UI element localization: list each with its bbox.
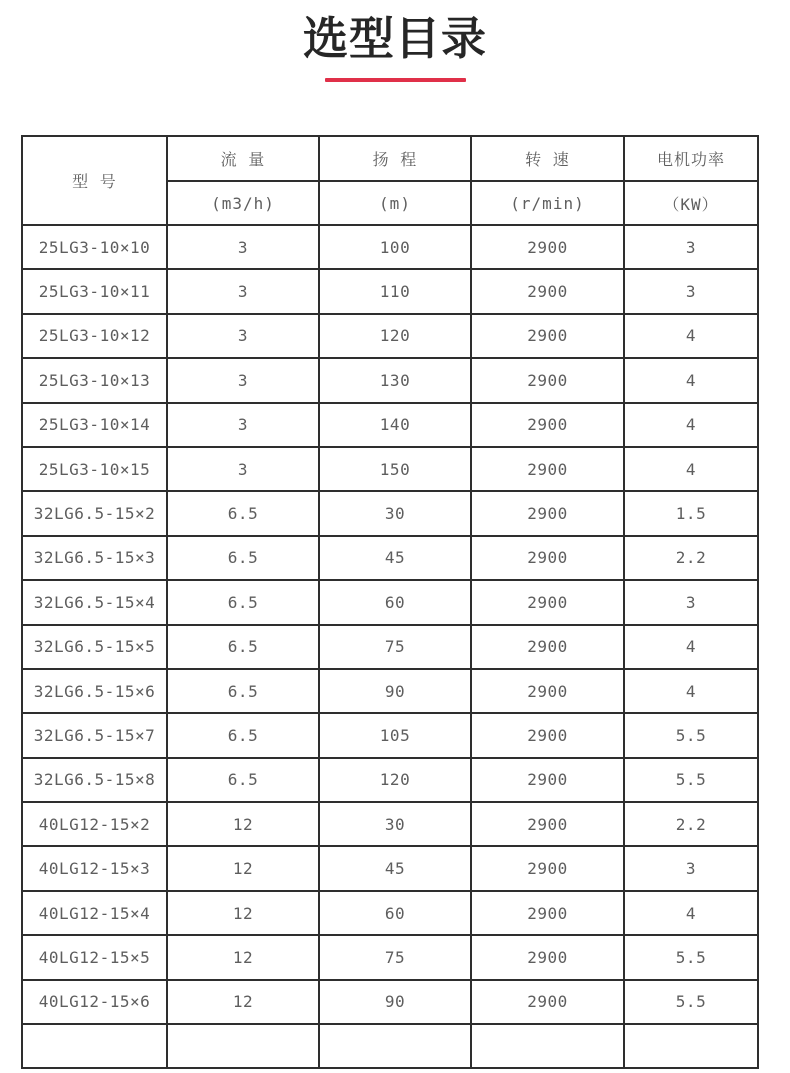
speed-cell: 2900	[471, 536, 624, 580]
flow-cell: 6.5	[167, 491, 319, 535]
power-cell: 4	[624, 314, 758, 358]
header-speed-unit: (r/min)	[471, 181, 624, 225]
model-cell: 25LG3-10×14	[22, 403, 167, 447]
head-cell: 100	[319, 225, 471, 269]
power-cell: 4	[624, 358, 758, 402]
speed-cell: 2900	[471, 891, 624, 935]
flow-cell: 6.5	[167, 580, 319, 624]
speed-cell: 2900	[471, 269, 624, 313]
speed-cell: 2900	[471, 802, 624, 846]
head-cell: 140	[319, 403, 471, 447]
table-row	[22, 403, 758, 447]
head-cell: 110	[319, 269, 471, 313]
table-row-partial	[22, 1024, 758, 1068]
model-cell: 25LG3-10×13	[22, 358, 167, 402]
head-cell: 120	[319, 758, 471, 802]
table-row	[22, 802, 758, 846]
power-cell: 4	[624, 447, 758, 491]
table-row	[22, 491, 758, 535]
flow-cell: 3	[167, 403, 319, 447]
power-cell: 4	[624, 891, 758, 935]
header-model: 型 号	[22, 136, 167, 225]
head-cell: 75	[319, 625, 471, 669]
flow-cell: 3	[167, 358, 319, 402]
empty-cell	[624, 1024, 758, 1068]
power-cell: 5.5	[624, 713, 758, 757]
table-row	[22, 935, 758, 979]
head-cell: 120	[319, 314, 471, 358]
speed-cell: 2900	[471, 447, 624, 491]
speed-cell: 2900	[471, 314, 624, 358]
empty-cell	[167, 1024, 319, 1068]
header-flow: 流 量	[167, 136, 319, 181]
model-cell: 40LG12-15×4	[22, 891, 167, 935]
flow-cell: 6.5	[167, 536, 319, 580]
power-cell: 2.2	[624, 802, 758, 846]
head-cell: 45	[319, 536, 471, 580]
model-cell: 25LG3-10×12	[22, 314, 167, 358]
header-speed: 转 速	[471, 136, 624, 181]
model-cell: 40LG12-15×6	[22, 980, 167, 1024]
table-row	[22, 225, 758, 269]
power-cell: 3	[624, 225, 758, 269]
table-row	[22, 625, 758, 669]
model-cell: 32LG6.5-15×8	[22, 758, 167, 802]
speed-cell: 2900	[471, 625, 624, 669]
flow-cell: 6.5	[167, 713, 319, 757]
speed-cell: 2900	[471, 358, 624, 402]
power-cell: 4	[624, 403, 758, 447]
model-cell: 25LG3-10×11	[22, 269, 167, 313]
head-cell: 150	[319, 447, 471, 491]
model-cell: 25LG3-10×10	[22, 225, 167, 269]
flow-cell: 3	[167, 447, 319, 491]
power-cell: 5.5	[624, 758, 758, 802]
speed-cell: 2900	[471, 225, 624, 269]
speed-cell: 2900	[471, 669, 624, 713]
power-cell: 5.5	[624, 980, 758, 1024]
speed-cell: 2900	[471, 758, 624, 802]
header-flow-unit: (m3/h)	[167, 181, 319, 225]
table-row	[22, 669, 758, 713]
flow-cell: 12	[167, 980, 319, 1024]
table-row	[22, 314, 758, 358]
table-row	[22, 846, 758, 890]
table-body	[22, 225, 758, 1068]
speed-cell: 2900	[471, 403, 624, 447]
flow-cell: 3	[167, 225, 319, 269]
model-cell: 32LG6.5-15×7	[22, 713, 167, 757]
table-header	[22, 136, 758, 225]
power-cell: 3	[624, 580, 758, 624]
flow-cell: 12	[167, 846, 319, 890]
head-cell: 105	[319, 713, 471, 757]
power-cell: 3	[624, 846, 758, 890]
speed-cell: 2900	[471, 713, 624, 757]
selection-catalog-table	[21, 135, 759, 1069]
model-cell: 40LG12-15×5	[22, 935, 167, 979]
header-power-unit: （KW）	[624, 181, 758, 225]
empty-cell	[319, 1024, 471, 1068]
table-row	[22, 447, 758, 491]
header-row-labels	[22, 136, 758, 181]
head-cell: 60	[319, 580, 471, 624]
flow-cell: 12	[167, 802, 319, 846]
head-cell: 75	[319, 935, 471, 979]
flow-cell: 6.5	[167, 669, 319, 713]
head-cell: 30	[319, 802, 471, 846]
table-row	[22, 358, 758, 402]
header-head: 扬 程	[319, 136, 471, 181]
table-row	[22, 580, 758, 624]
model-cell: 40LG12-15×3	[22, 846, 167, 890]
flow-cell: 3	[167, 269, 319, 313]
speed-cell: 2900	[471, 846, 624, 890]
header-head-unit: (m)	[319, 181, 471, 225]
speed-cell: 2900	[471, 491, 624, 535]
head-cell: 90	[319, 669, 471, 713]
speed-cell: 2900	[471, 935, 624, 979]
table-row	[22, 269, 758, 313]
model-cell: 25LG3-10×15	[22, 447, 167, 491]
model-cell: 32LG6.5-15×2	[22, 491, 167, 535]
model-cell: 32LG6.5-15×3	[22, 536, 167, 580]
power-cell: 4	[624, 669, 758, 713]
head-cell: 45	[319, 846, 471, 890]
model-cell: 40LG12-15×2	[22, 802, 167, 846]
table-row	[22, 758, 758, 802]
table-row	[22, 891, 758, 935]
page-title: 选型目录	[302, 12, 487, 65]
empty-cell	[22, 1024, 167, 1068]
flow-cell: 12	[167, 891, 319, 935]
table-row	[22, 713, 758, 757]
head-cell: 130	[319, 358, 471, 402]
table-row	[22, 980, 758, 1024]
power-cell: 1.5	[624, 491, 758, 535]
empty-cell	[471, 1024, 624, 1068]
head-cell: 90	[319, 980, 471, 1024]
speed-cell: 2900	[471, 980, 624, 1024]
flow-cell: 6.5	[167, 758, 319, 802]
table-row	[22, 536, 758, 580]
model-cell: 32LG6.5-15×6	[22, 669, 167, 713]
power-cell: 5.5	[624, 935, 758, 979]
header-power: 电机功率	[624, 136, 758, 181]
model-cell: 32LG6.5-15×4	[22, 580, 167, 624]
head-cell: 60	[319, 891, 471, 935]
flow-cell: 12	[167, 935, 319, 979]
model-cell: 32LG6.5-15×5	[22, 625, 167, 669]
flow-cell: 3	[167, 314, 319, 358]
power-cell: 3	[624, 269, 758, 313]
speed-cell: 2900	[471, 580, 624, 624]
head-cell: 30	[319, 491, 471, 535]
power-cell: 2.2	[624, 536, 758, 580]
power-cell: 4	[624, 625, 758, 669]
flow-cell: 6.5	[167, 625, 319, 669]
title-accent-line	[325, 78, 466, 82]
